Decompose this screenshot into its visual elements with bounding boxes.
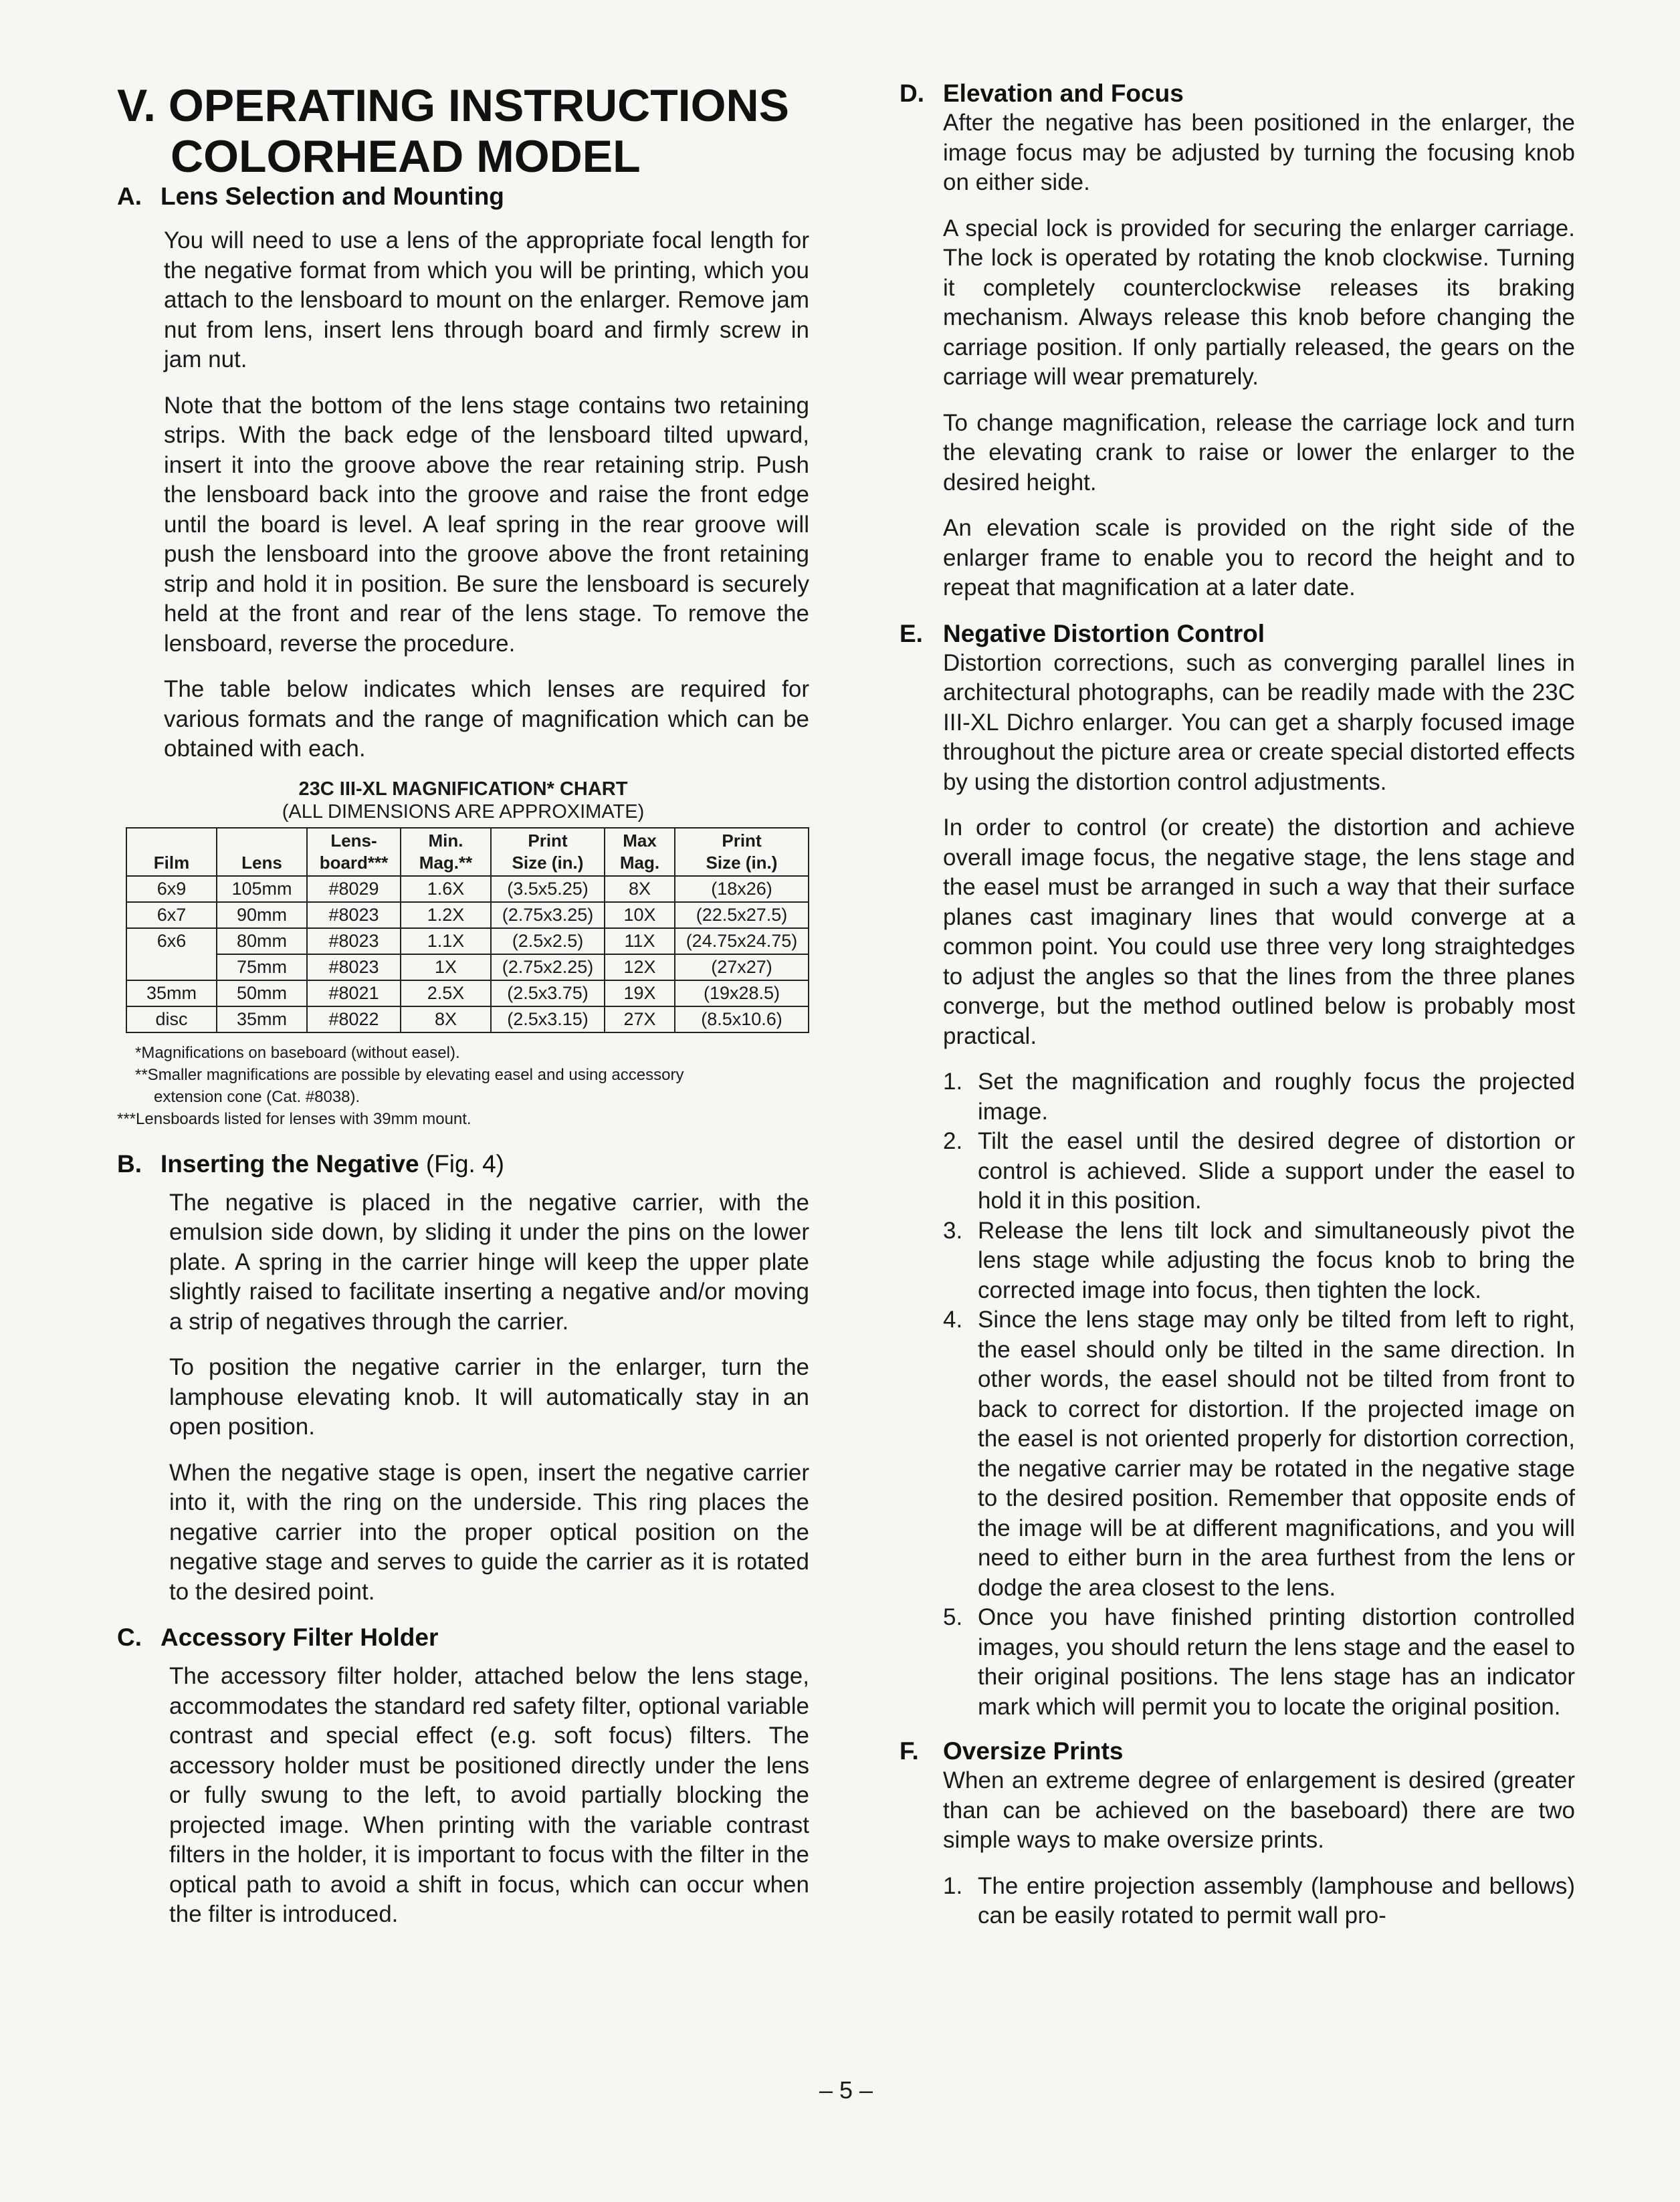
- table-cell-lens: 105mm: [217, 876, 307, 902]
- paragraph: The table below indicates which lenses are required for various formats and the range of magnification which can be obtained with each.: [164, 676, 809, 762]
- paragraph: Note that the bottom of the lens stage contains two retaining strips. With the back edge of the lensboard tilted upward, insert it into the groove above the rear retaining strip. Push the lensboard back into the groove and raise the front edge until the board is level. A leaf spring in the rear groove will push the lensboard into the groove above the front retaining strip and hold it in position. Be sure the lensboard is securely held at the front and rear of the lens stage. To remove the lensboard, reverse the procedure.: [164, 392, 809, 657]
- paragraph: After the negative has been positioned in the enlarger, the image focus may be adjusted by turning the focusing knob on either side.: [943, 110, 1575, 195]
- paragraph: In order to control (or create) the distortion and achieve overall image focus, the negative stage, the lens stage and the easel must be arranged in such a way that their surface planes cast imaginary lines that would converge at a common point. You could use three very long straightedges to adjust the angles so that the lines from the three planes converge, but the method outlined below is probably most practical.: [943, 814, 1575, 1049]
- section-d-body: [900, 108, 1575, 603]
- list-item: 5. Once you have finished printing distortion controlled images, you should return the lens stage and the easel to their original positions. The lens stage has an indicator mark which will permit you to locate the original position.: [943, 1604, 1575, 1720]
- table-cell-max: 27X: [605, 1006, 675, 1032]
- table-cell-min: 2.5X: [401, 980, 491, 1006]
- table-cell-min: 1.2X: [401, 902, 491, 928]
- list-item: 2. Tilt the easel until the desired degree of distortion or control is achieved. Slide a support under the easel to hold it in this position.: [943, 1128, 1575, 1214]
- page-title: [117, 80, 809, 182]
- section-a-body: [117, 226, 809, 764]
- table-cell-max: 11X: [605, 928, 675, 954]
- section-letter: D.: [900, 80, 924, 107]
- table-cell-board: #8023: [307, 928, 401, 954]
- section-b-body: [117, 1188, 809, 1608]
- section-title: Lens Selection and Mounting: [161, 183, 504, 210]
- right-column: [900, 79, 1575, 1946]
- header-lens: Lens: [217, 828, 307, 876]
- table-cell-maxsize: (24.75x24.75): [675, 928, 809, 954]
- header-print-size-min: Print Size (in.): [491, 828, 605, 876]
- section-b-heading: [117, 1149, 809, 1179]
- table-row: [126, 980, 809, 1006]
- table-row: [126, 902, 809, 928]
- table-cell-maxsize: (18x26): [675, 876, 809, 902]
- section-title: Oversize Prints: [943, 1737, 1124, 1765]
- list-item: 1. Set the magnification and roughly focus the projected image.: [943, 1069, 1575, 1125]
- chart-title: 23C III-XL MAGNIFICATION* CHART: [298, 778, 628, 800]
- table-cell-lens: 80mm: [217, 928, 307, 954]
- table-cell-board: #8029: [307, 876, 401, 902]
- table-cell-minsize: (2.5x2.5): [491, 928, 605, 954]
- figure-reference: (Fig. 4): [425, 1149, 504, 1178]
- header-min-mag: Min. Mag.**: [401, 828, 491, 876]
- section-title: Accessory Filter Holder: [161, 1624, 439, 1651]
- header-max-mag: Max Mag.: [605, 828, 675, 876]
- table-cell-min: 1.1X: [401, 928, 491, 954]
- section-title: Elevation and Focus: [943, 80, 1184, 107]
- paragraph: The negative is placed in the negative carrier, with the emulsion side down, by sliding it under the pins on the lower plate. A spring in the carrier hinge will keep the upper plate slightly raised to facilitate inserting a negative and/or moving a strip of negatives through the carrier.: [169, 1189, 809, 1335]
- section-a-heading: [117, 182, 809, 211]
- table-cell-max: 12X: [605, 954, 675, 980]
- paragraph: Distortion corrections, such as converging parallel lines in architectural photographs, can be readily made with the 23C III-XL Dichro enlarger. You can get a sharply focused image throughout the picture area or create special distorted effects by using the distortion control adjustments.: [943, 649, 1575, 795]
- table-cell-minsize: (2.5x3.15): [491, 1006, 605, 1032]
- header-lensboard: Lens- board***: [307, 828, 401, 876]
- paragraph: The accessory filter holder, attached below the lens stage, accommodates the standard red safety filter, optional variable contrast and special effect (e.g. soft focus) filters. The accessory holder must be positioned directly under the lens or fully swung to the left, to avoid partially blocking the projected image. When printing with the variable contrast filters in the holder, it is important to focus with the filter in the optical path to avoid a shift in focus, which can occur when the filter is introduced.: [169, 1663, 809, 1927]
- left-column: [117, 74, 809, 1946]
- section-f-heading: [900, 1737, 1575, 1766]
- section-e-body: [900, 649, 1575, 1723]
- header-film: Film: [126, 828, 217, 876]
- title-line-1: V. OPERATING INSTRUCTIONS: [117, 80, 789, 131]
- paragraph: You will need to use a lens of the appropriate focal length for the negative format from which you will be printing, which you attach to the lensboard to mount on the enlarger. Remove jam nut from lens, insert lens through board and firmly screw in jam nut.: [164, 227, 809, 372]
- section-d-heading: [900, 79, 1575, 108]
- table-cell-film: 35mm: [126, 980, 217, 1006]
- table-cell-board: #8023: [307, 954, 401, 980]
- page-number: – 5 –: [819, 2076, 873, 2104]
- paragraph: A special lock is provided for securing the enlarger carriage. The lock is operated by rotating the knob clockwise. Turning it completely counterclockwise releases its braking mechanism. Always release this knob before changing the carriage position. If only partially released, the gears on the carriage will wear prematurely.: [943, 215, 1575, 390]
- paragraph: When an extreme degree of enlargement is desired (greater than can be achieved on the baseboard) there are two simple ways to make oversize prints.: [943, 1767, 1575, 1853]
- footnote: **Smaller magnifications are possible by elevating easel and using accessory: [135, 1065, 684, 1084]
- table-cell-board: #8023: [307, 902, 401, 928]
- paragraph: When the negative stage is open, insert the negative carrier into it, with the ring on the underside. This ring places the negative carrier into the proper optical position on the negative stage and serves to guide the carrier as it is rotated to the desired point.: [169, 1459, 809, 1605]
- paragraph: To change magnification, release the carriage lock and turn the elevating crank to raise or lower the enlarger to the desired height.: [943, 409, 1575, 496]
- table-row: [126, 954, 809, 980]
- section-letter: B.: [117, 1149, 142, 1178]
- table-cell-maxsize: (27x27): [675, 954, 809, 980]
- table-row: [126, 876, 809, 902]
- list-item: 3. Release the lens tilt lock and simultaneously pivot the lens stage while adjusting the focus knob to bring the corrected image into focus, then tighten the lock.: [943, 1217, 1575, 1303]
- section-c-heading: [117, 1623, 809, 1652]
- section-letter: C.: [117, 1624, 142, 1651]
- title-line-2: COLORHEAD MODEL: [171, 131, 641, 182]
- list-item: 1. The entire projection assembly (lamphouse and bellows) can be easily rotated to permit wall pro-: [943, 1872, 1575, 1929]
- section-letter: F.: [900, 1737, 919, 1765]
- table-cell-max: 10X: [605, 902, 675, 928]
- table-cell-minsize: (3.5x5.25): [491, 876, 605, 902]
- table-cell-min: 8X: [401, 1006, 491, 1032]
- footnote: *Magnifications on baseboard (without easel).: [135, 1043, 460, 1062]
- table-cell-max: 8X: [605, 876, 675, 902]
- table-cell-film: 6x9: [126, 876, 217, 902]
- section-title: Negative Distortion Control: [943, 619, 1265, 647]
- magnification-chart: [117, 778, 809, 1129]
- distortion-steps-list: [943, 1067, 1575, 1722]
- table-cell-film: disc: [126, 1006, 217, 1032]
- table-cell-minsize: (2.75x2.25): [491, 954, 605, 980]
- footnote: extension cone (Cat. #8038).: [154, 1087, 360, 1106]
- table-cell-minsize: (2.5x3.75): [491, 980, 605, 1006]
- table-body: [126, 876, 809, 1032]
- table-row: [126, 928, 809, 954]
- chart-footnotes: [117, 1042, 809, 1129]
- section-c-body: [117, 1662, 809, 1930]
- table-cell-maxsize: (8.5x10.6): [675, 1006, 809, 1032]
- table-cell-board: #8021: [307, 980, 401, 1006]
- header-print-size-max: Print Size (in.): [675, 828, 809, 876]
- table-header-row: [126, 828, 809, 876]
- table-cell-lens: 50mm: [217, 980, 307, 1006]
- table-cell-lens: 35mm: [217, 1006, 307, 1032]
- table-cell-film: 6x7: [126, 902, 217, 928]
- chart-subtitle: (ALL DIMENSIONS ARE APPROXIMATE): [282, 800, 645, 822]
- table-cell-min: 1.6X: [401, 876, 491, 902]
- table-cell-min: 1X: [401, 954, 491, 980]
- footnote: ***Lensboards listed for lenses with 39mm mount.: [117, 1109, 471, 1128]
- section-e-heading: [900, 619, 1575, 649]
- table-cell-maxsize: (22.5x27.5): [675, 902, 809, 928]
- section-letter: E.: [900, 619, 923, 647]
- oversize-steps-list: [943, 1872, 1575, 1931]
- table-cell-board: #8022: [307, 1006, 401, 1032]
- section-f-body: [900, 1766, 1575, 1931]
- table-cell-maxsize: (19x28.5): [675, 980, 809, 1006]
- paragraph: An elevation scale is provided on the right side of the enlarger frame to enable you to record the height and to repeat that magnification at a later date.: [943, 515, 1575, 600]
- table-cell-minsize: (2.75x3.25): [491, 902, 605, 928]
- section-letter: A.: [117, 183, 142, 210]
- paragraph: To position the negative carrier in the enlarger, turn the lamphouse elevating knob. It will automatically stay in an open position.: [169, 1354, 809, 1440]
- table-cell-max: 19X: [605, 980, 675, 1006]
- table-row: [126, 1006, 809, 1032]
- table-cell-film: 6x6: [126, 928, 217, 980]
- list-item: 4. Since the lens stage may only be tilted from left to right, the easel should only be tilted in the same direction. In other words, the easel should not be tilted from front to back to correct for distortion. If the projected image on the easel is not oriented properly for distortion correction, the negative carrier may be rotated in the negative stage to the desired position. Remember that opposite ends of the image will be at different magnifications, and you will need to either burn in the area furthest from the lens or dodge the area closest to the lens.: [943, 1307, 1575, 1601]
- table-cell-lens: 90mm: [217, 902, 307, 928]
- table-cell-lens: 75mm: [217, 954, 307, 980]
- magnification-table: [126, 827, 809, 1033]
- section-title: Inserting the Negative: [161, 1149, 419, 1178]
